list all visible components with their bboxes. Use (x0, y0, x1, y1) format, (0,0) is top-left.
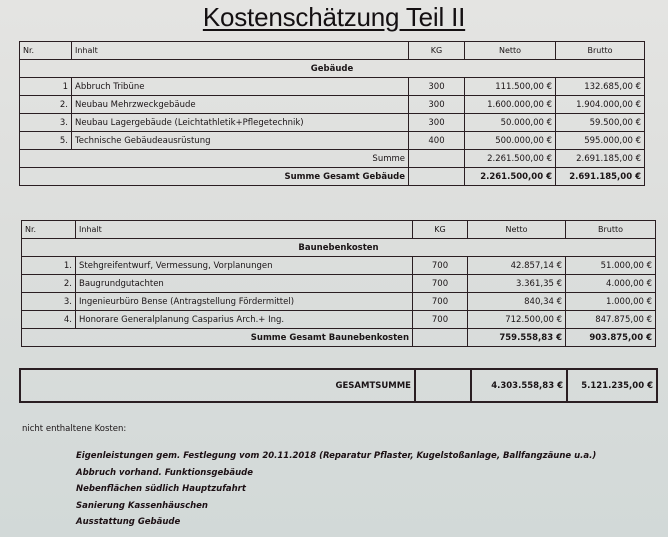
cell-brutto: 59.500,00 € (556, 114, 645, 132)
table-gebaeude (19, 41, 645, 186)
cell-inhalt: Technische Gebäudeausrüstung (72, 132, 409, 150)
cell-inhalt: Neubau Lagergebäude (Leichtathletik+Pflegetechnik) (72, 114, 409, 132)
gesamt-label: Summe Gesamt Baunebenkosten (22, 329, 413, 347)
table-row (20, 132, 645, 150)
group-label: Gebäude (20, 60, 645, 78)
table-gesamtsumme (19, 368, 658, 403)
group-row (20, 60, 645, 78)
gesamt-netto: 759.558,83 € (468, 329, 566, 347)
cell-nr: 1. (22, 257, 76, 275)
cell-kg: 400 (409, 132, 465, 150)
cell-inhalt: Ingenieurbüro Bense (Antragstellung Fördermittel) (76, 293, 413, 311)
cell-netto: 3.361,35 € (468, 275, 566, 293)
cell-brutto: 132.685,00 € (556, 78, 645, 96)
header-brutto: Brutto (556, 42, 645, 60)
cell-kg: 700 (413, 275, 468, 293)
header-nr: Nr. (22, 221, 76, 239)
table-header-row (22, 221, 656, 239)
cell-nr: 1 (20, 78, 72, 96)
list-item: Nebenflächen südlich Hauptzufahrt (76, 484, 246, 494)
cell-netto: 500.000,00 € (465, 132, 556, 150)
header-kg: KG (409, 42, 465, 60)
table-row (22, 275, 656, 293)
cell-nr: 2. (22, 275, 76, 293)
summe-netto: 2.261.500,00 € (465, 150, 556, 168)
list-item: Eigenleistungen gem. Festlegung vom 20.11.2018 (Reparatur Pflaster, Kugelstoßanlage, Ballfangzäune u.a.) (76, 451, 597, 461)
cell-inhalt: Stehgreifentwurf, Vermessung, Vorplanungen (76, 257, 413, 275)
cell-nr: 5. (20, 132, 72, 150)
cell-netto: 840,34 € (468, 293, 566, 311)
cell-netto: 50.000,00 € (465, 114, 556, 132)
header-brutto: Brutto (566, 221, 656, 239)
list-item: Abbruch vorhand. Funktionsgebäude (76, 467, 253, 478)
cell-kg: 700 (413, 293, 468, 311)
cell-netto: 1.600.000,00 € (465, 96, 556, 114)
gesamt-row (22, 329, 656, 347)
gesamtsumme-label: GESAMTSUMME (20, 369, 415, 402)
cell-brutto: 847.875,00 € (566, 311, 656, 329)
cell-brutto: 4.000,00 € (566, 275, 656, 293)
cell-brutto: 1.000,00 € (566, 293, 656, 311)
cell-netto: 712.500,00 € (468, 311, 566, 329)
gesamt-netto: 2.261.500,00 € (465, 168, 556, 186)
summe-kg-empty (409, 150, 465, 168)
header-nr: Nr. (20, 42, 72, 60)
gesamt-row (20, 168, 645, 186)
table-row (22, 257, 656, 275)
header-netto: Netto (468, 221, 566, 239)
table-row (22, 293, 656, 311)
summe-label: Summe (20, 150, 409, 168)
gesamtsumme-row (20, 369, 657, 402)
cell-inhalt: Abbruch Tribüne (72, 78, 409, 96)
gesamt-kg-empty (409, 168, 465, 186)
cell-netto: 42.857,14 € (468, 257, 566, 275)
cell-kg: 700 (413, 311, 468, 329)
header-inhalt: Inhalt (76, 221, 413, 239)
header-kg: KG (413, 221, 468, 239)
summe-brutto: 2.691.185,00 € (556, 150, 645, 168)
cell-brutto: 595.000,00 € (556, 132, 645, 150)
table-row (22, 311, 656, 329)
cell-nr: 3. (20, 114, 72, 132)
cell-brutto: 51.000,00 € (566, 257, 656, 275)
gesamt-label: Summe Gesamt Gebäude (20, 168, 409, 186)
header-inhalt: Inhalt (72, 42, 409, 60)
gesamtsumme-kg-empty (415, 369, 471, 402)
group-label: Baunebenkosten (22, 239, 656, 257)
cell-nr: 3. (22, 293, 76, 311)
cell-kg: 300 (409, 114, 465, 132)
list-item: Sanierung Kassenhäuschen (76, 500, 208, 511)
table-row (20, 96, 645, 114)
gesamt-brutto: 903.875,00 € (566, 329, 656, 347)
cell-inhalt: Neubau Mehrzweckgebäude (72, 96, 409, 114)
cell-netto: 111.500,00 € (465, 78, 556, 96)
gesamtsumme-netto: 4.303.558,83 € (471, 369, 567, 402)
cell-brutto: 1.904.000,00 € (556, 96, 645, 114)
gesamtsumme-brutto: 5.121.235,00 € (567, 369, 657, 402)
cell-nr: 2. (20, 96, 72, 114)
cell-kg: 700 (413, 257, 468, 275)
group-row (22, 239, 656, 257)
gesamt-kg-empty (413, 329, 468, 347)
cell-inhalt: Baugrundgutachten (76, 275, 413, 293)
gesamt-brutto: 2.691.185,00 € (556, 168, 645, 186)
cell-nr: 4. (22, 311, 76, 329)
list-item: Ausstattung Gebäude (76, 517, 181, 527)
excluded-costs-list (76, 448, 596, 531)
cell-kg: 300 (409, 96, 465, 114)
table-row (20, 78, 645, 96)
cell-inhalt: Honorare Generalplanung Casparius Arch.+ Ing. (76, 311, 413, 329)
table-row (20, 114, 645, 132)
excluded-costs-heading: nicht enthaltene Kosten: (22, 424, 127, 434)
summe-row (20, 150, 645, 168)
cell-kg: 300 (409, 78, 465, 96)
table-header-row (20, 42, 645, 60)
table-baunebenkosten (21, 220, 656, 347)
page-title: Kostenschätzung Teil II (202, 2, 466, 32)
header-netto: Netto (465, 42, 556, 60)
